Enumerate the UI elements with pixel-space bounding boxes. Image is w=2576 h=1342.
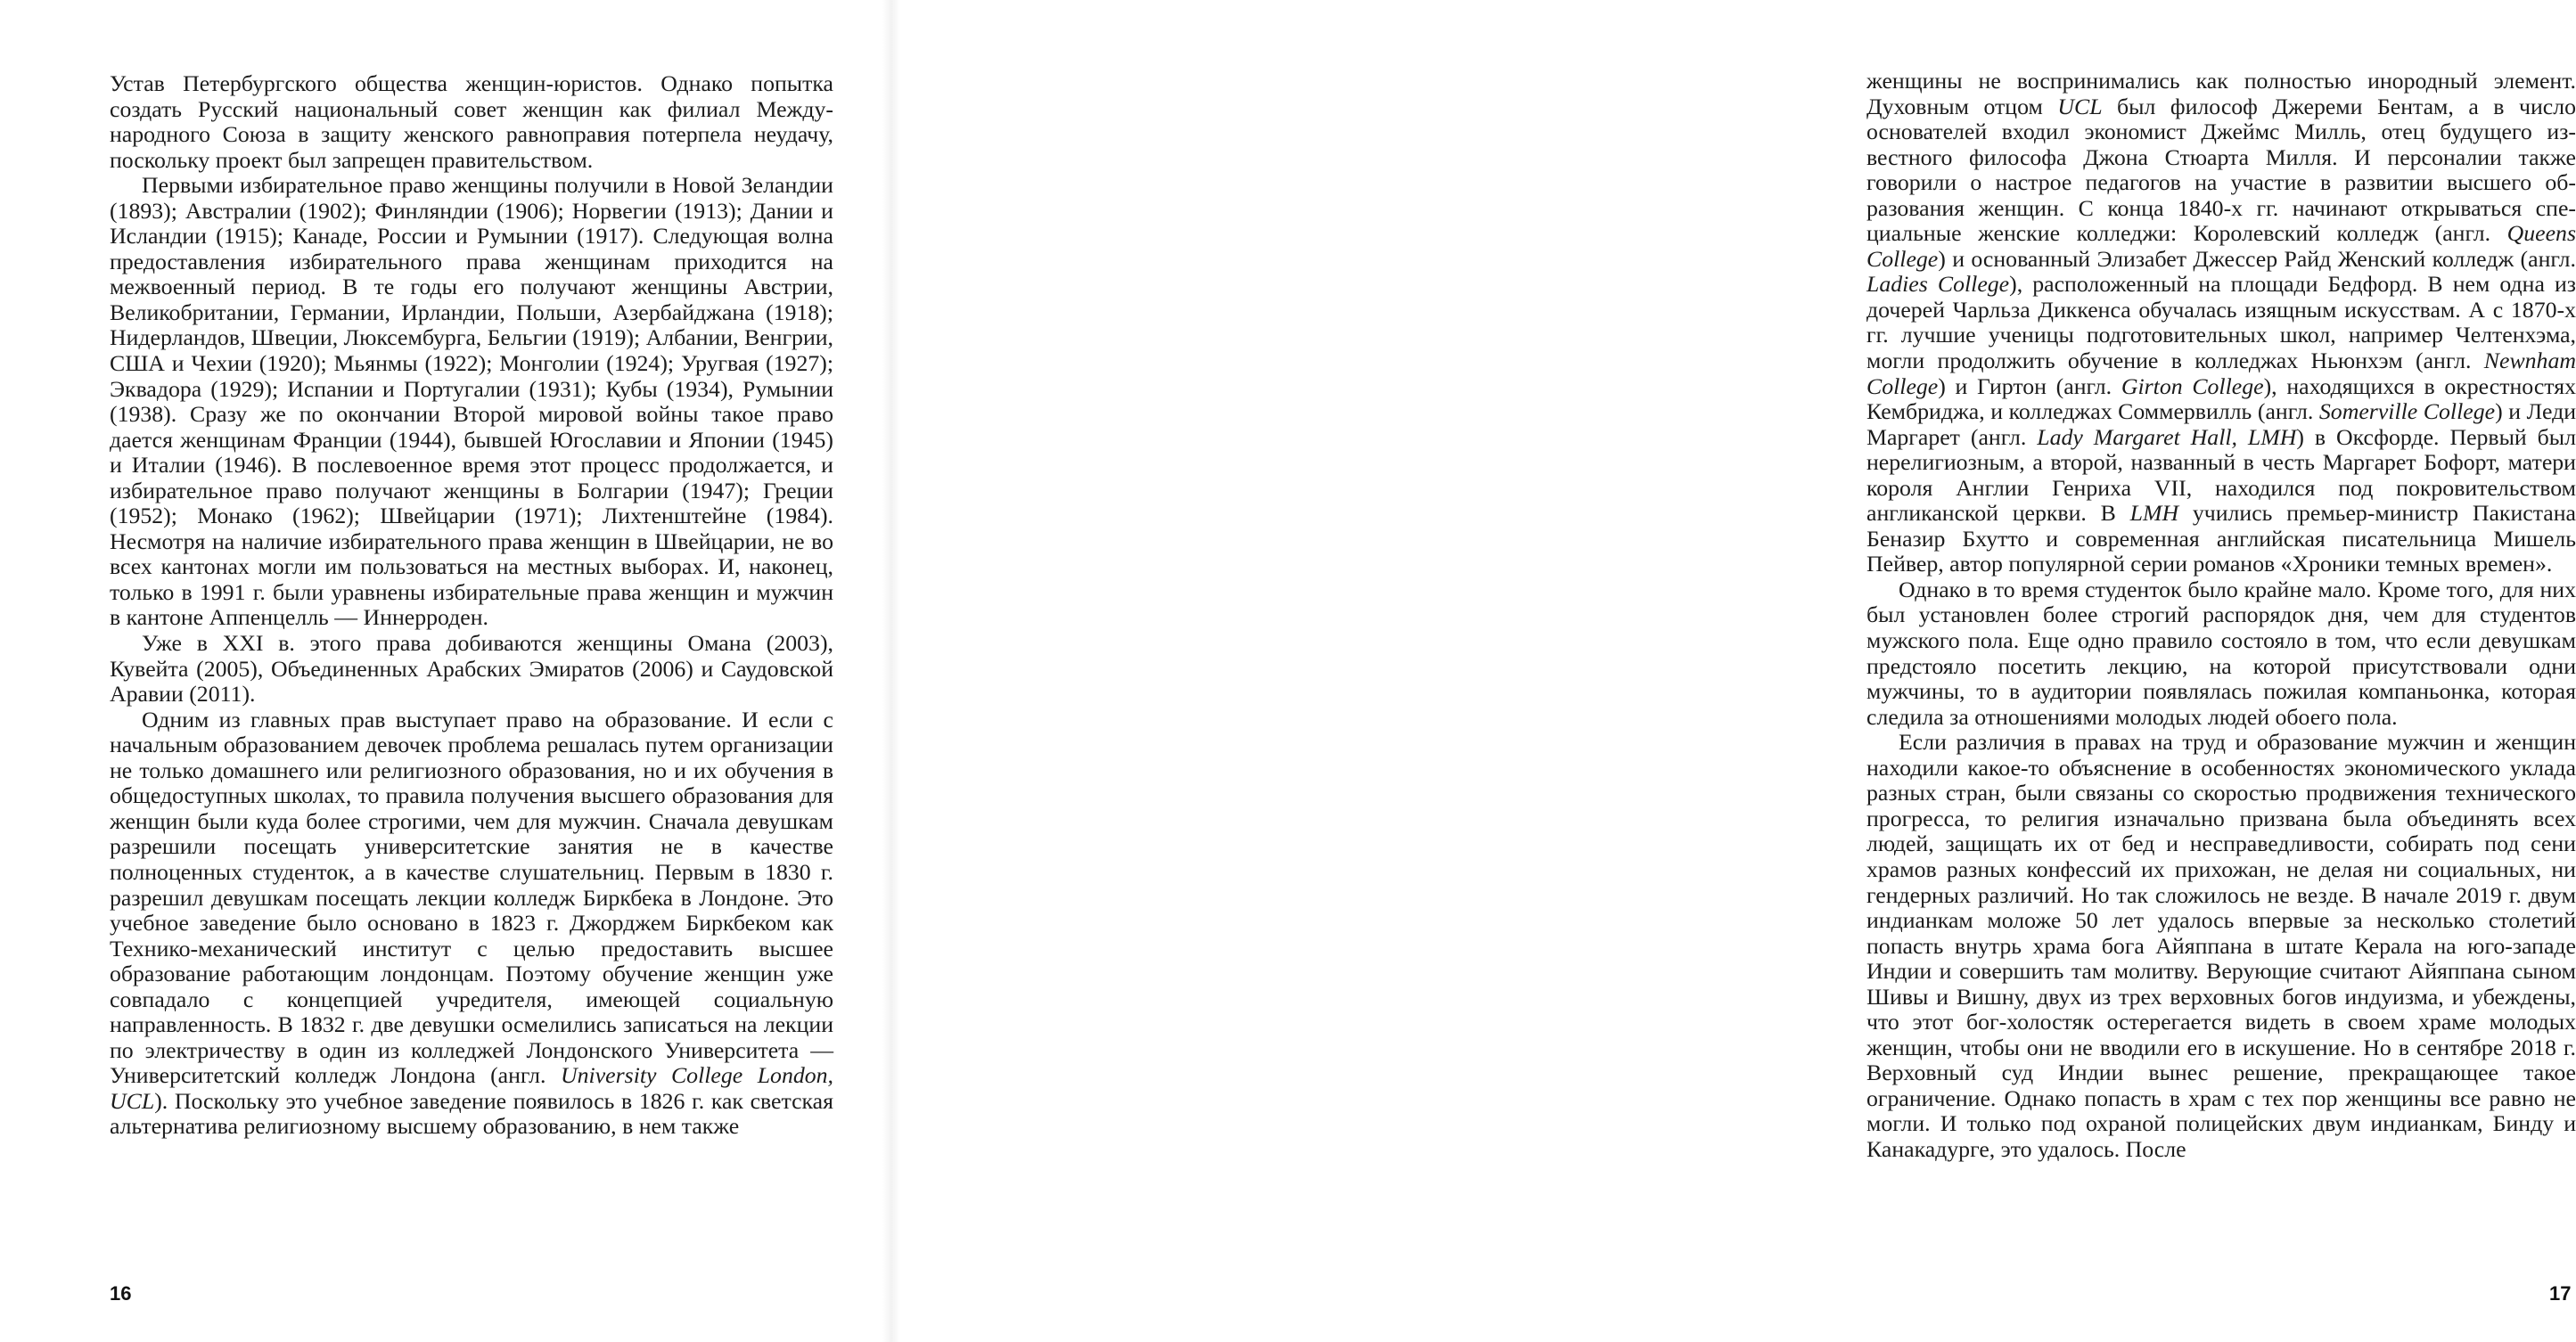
left-page-text — [110, 71, 833, 1140]
paragraph: Однако в то время студенток было крайне мало. Кроме того, для них был установлен более строгий распорядок дня, чем для студентов мужского пола. Еще одно правило состояло в том, что если девушкам предстояло посетить лекцию, на которой присутствовали одни мужчины, то в аудитории появлялась пожилая компаньонка, которая следила за отношениями молодых людей обоего пола. — [1866, 576, 2576, 730]
paragraph: Одним из главных прав выступает право на образование. И если с начальным образованием девочек проблема решалась путем организации не только домашнего или религиозного образования, но и их обучения в общедоступных школах, то правила получения высшего образования для женщин были куда более строгими, чем для мужчин. Сначала девушкам разрешили посещать университетские занятия не в качестве полноценных студенток, а в качестве слушательниц. Первым в 1830 г. разрешил девушкам посещать лекции колледж Биркбека в Лондоне. Это учебное заведение было основано в 1823 г. Джорджем Биркбеком как Технико-механический институт с целью предоставить высшее образование работающим лондонцам. Поэтому обучение женщин уже совпадало с концепцией учредителя, имеющей социальную направленность. В 1832 г. две девушки осмелились записаться на лекции по электричеству в один из колледжей Лондонского Университета — Университетский колледж Лондона (англ. University College London, UCL). Поскольку это учебное заведение появилось в 1826 г. как светская альтернатива религиозному высшему образованию, в нем также — [110, 706, 833, 1140]
right-page-text — [1866, 69, 2576, 1163]
right-page-number: 17 — [2549, 1282, 2572, 1305]
left-page — [0, 0, 891, 1342]
paragraph: Первыми избирательное право женщины получили в Новой Зеландии (1893); Австралии (1902); Финляндии (1906); Норвегии (1913); Дании и Исландии (1915); Канаде, России и Румынии (1917). Следующая волна предоставления избирательного права женщинам приходится на межвоенный период. В те годы его получают женщины Австрии, Великобритании, Германии, Ирландии, Польши, Азербайджана (1918); Нидерландов, Швеции, Люксембурга, Бельгии (1919); Албании, Венгрии, США и Чехии (1920); Мьянмы (1922); Монголии (1924); Уругвая (1927); Эквадора (1929); Испании и Португалии (1931); Кубы (1934), Румынии (1938). Сразу же по окончании Второй мировой войны такое право дается женщинам Франции (1944), бывшей Югославии и Японии (1945) и Италии (1946). В послевоенное время этот процесс продолжается, и избирательное право получают женщины в Болгарии (1947); Греции (1952); Монако (1962); Швейцарии (1971); Лихтенштейне (1984). Несмотря на наличие избирательного права женщин в Швейцарии, не во всех кантонах могли им пользоваться на местных выборах. И, наконец, только в 1991 г. были уравнены избирательные права женщин и мужчин в кантоне Аппенцелль — Иннерроден. — [110, 172, 834, 631]
paragraph: Если различия в правах на труд и образование мужчин и женщин находили какое-то объяснение в особенностях экономического уклада разных стран, были связаны со скоростью продвижения технического прогресса, то религия изначально призвана была объединять всех людей, защищать их от бед и несправедливости, собирать под сени храмов разных конфессий их прихожан, не делая ни социальных, ни гендерных различий. Но так сложилось не везде. В начале 2019 г. двум индианкам моложе 50 лет удалось впервые за несколько столетий попасть внутрь храма бога Айяппана в штате Керала на юго-западе Индии и совершить там молитву. Верующие считают Айяппана сыном Шивы и Вишну, двух из трех верховных богов индуизма, и убеждены, что этот бог-холостяк остерегается видеть в своем храме молодых женщин, чтобы они не вводили его в искушение. Но в сентябре 2018 г. Верховный суд Индии вынес решение, прекращающее такое ограничение. Однако попасть в храм с тех пор женщины все равно не могли. И только под охраной полицейских двум индианкам, Бинду и Канакадурге, это удалось. После — [1866, 729, 2576, 1162]
left-page-number: 16 — [110, 1282, 132, 1305]
paragraph: женщины не воспринимались как полностью инородный элемент. Духовным отцом UCL был философ Джереми Бентам, а в число основателей входил экономист Джеймс Милль, отец будущего известного философа Джона Стюарта Милля. И персоналии также говорили о настрое педагогов на участие в развитии высшего образования женщин. С конца 1840-х гг. начинают открываться специальные женские колледжи: Королевский колледж (англ. Queens College) и основанный Элизабет Джессер Райд Женский колледж (англ. Ladies College), расположенный на площади Бедфорд. В нем одна из дочерей Чарльза Диккенса обучалась изящным искусствам. А с 1870-х гг. лучшие ученицы подготовительных школ, например Челтенхэма, могли продолжить обучение в колледжах Ньюнхэм (англ. Newnham College) и Гиртон (англ. Girton College), находящихся в окрестностях Кембриджа, и колледжах Соммервилль (англ. Somerville College) и Леди Маргарет (англ. Lady Margaret Hall, LMH) в Оксфорде. Первый был нерелигиозным, а второй, названный в честь Маргарет Бофорт, матери короля Англии Генриха VII, находился под покровительством англиканской церкви. В LMH учились премьер-министр Пакистана Беназир Бхутто и современная английская писательница Мишель Пейвер, автор популярной серии романов «Хроники темных времен». — [1866, 68, 2576, 577]
paragraph: Устав Петербургского общества женщин-юристов. Однако попытка создать Русский национальный совет женщин как филиал Международного Союза в защиту женского равноправия потерпела неудачу, поскольку проект был запрещен правительством. — [110, 70, 833, 173]
right-page — [891, 0, 2576, 1342]
paragraph: Уже в XXI в. этого права добиваются женщины Омана (2003), Кувейта (2005), Объединенных Арабских Эмиратов (2006) и Саудовской Аравии (2011). — [110, 630, 833, 708]
